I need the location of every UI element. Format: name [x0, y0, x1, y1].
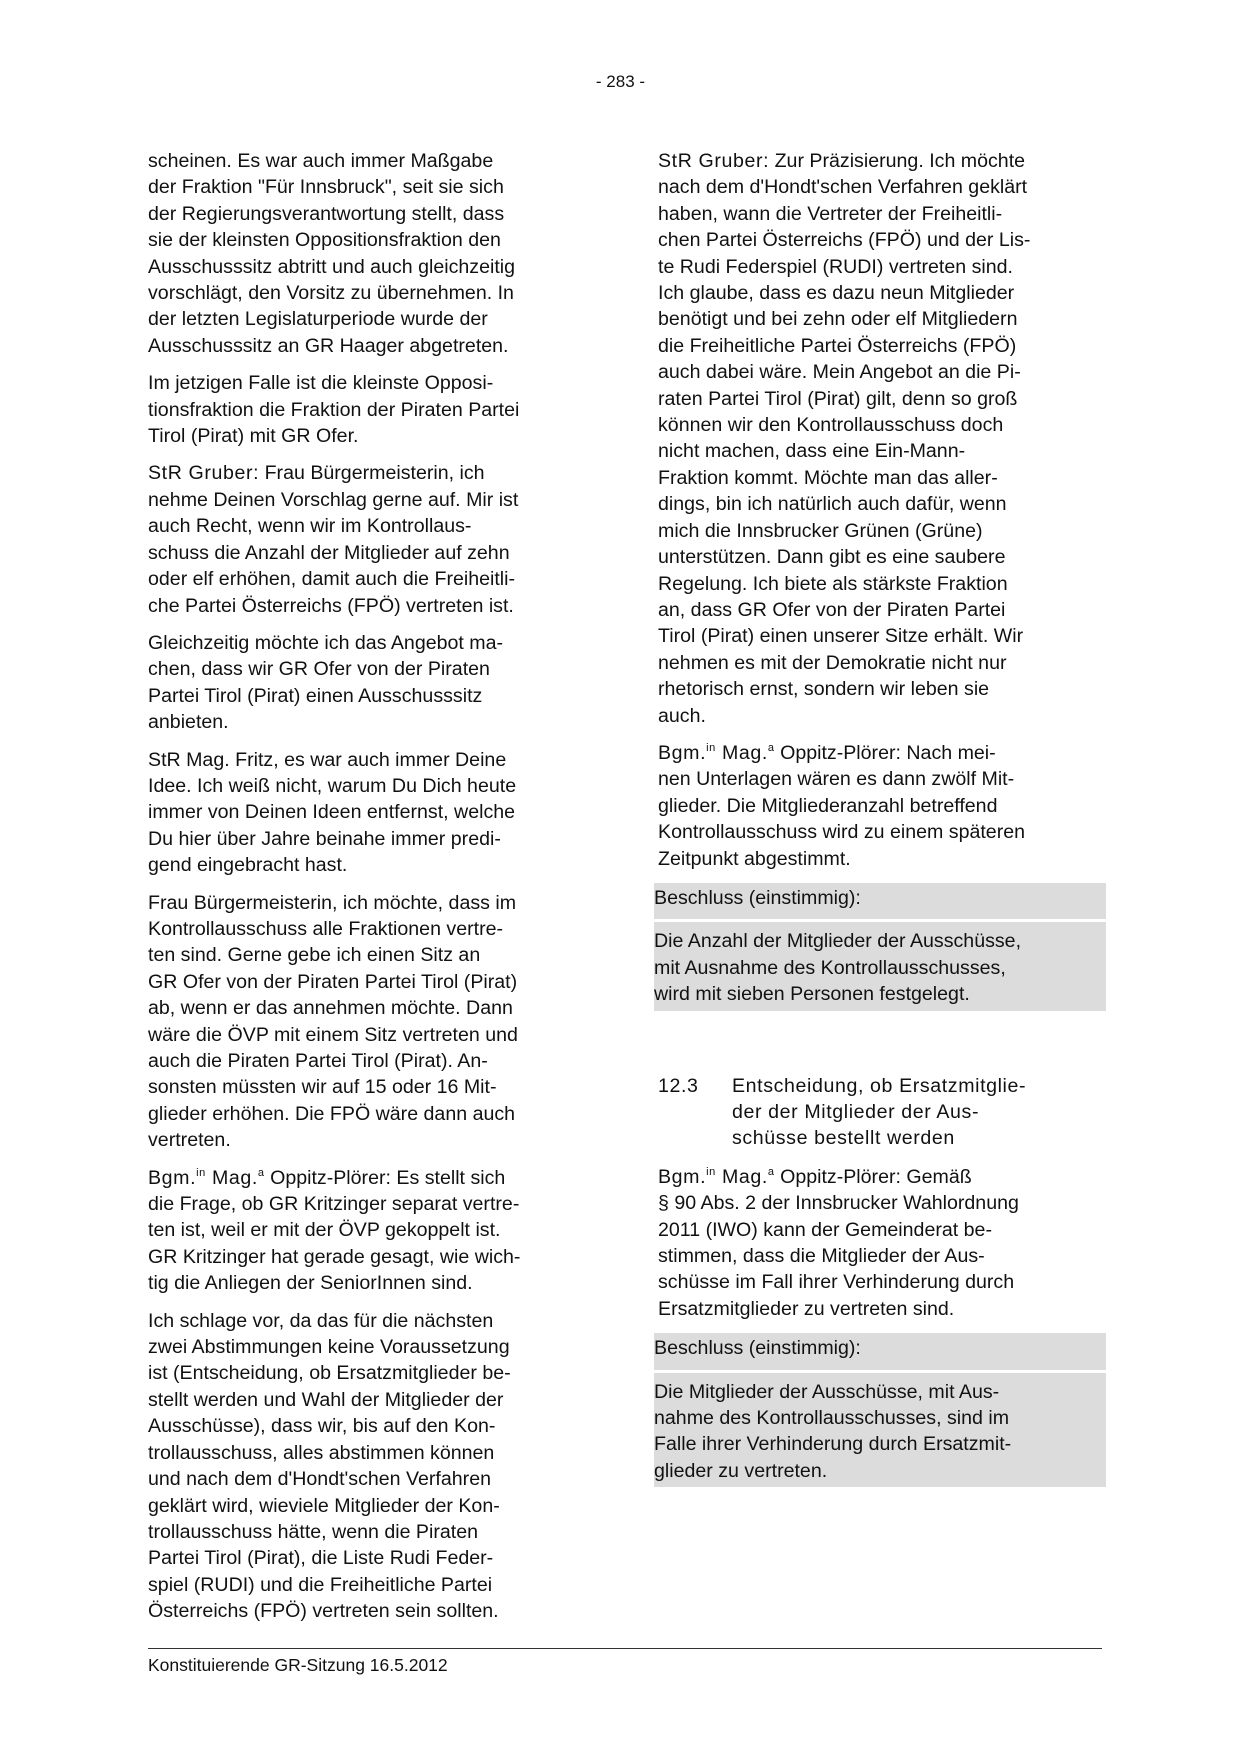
paragraph-fritz: StR Mag. Fritz, es war auch immer Deine Idee. Ich weiß nicht, warum Du Dich heute immer von Deinen Ideen entfernst, welche Du hier über Jahre beinahe immer predi- gend eingebracht hast.: [148, 748, 517, 877]
decision-text: Die Anzahl der Mitglieder der Ausschüsse, mit Ausnahme des Kontrollausschusses, wird mit sieben Personen festgelegt.: [654, 922, 1106, 1010]
paragraph-offer: Gleichzeitig möchte ich das Angebot ma- chen, dass wir GR Ofer von der Piraten Partei Tirol (Pirat) einen Ausschusssitz anbieten.: [148, 631, 504, 734]
decision-block-2: [654, 1333, 1102, 1487]
paragraph-mayor-substitutes: Bgm.$^{in}$ Mag.$^a$ Oppitz-Plörer: Gemäß § 90 Abs. 2 der Innsbrucker Wahlordnung 2011 (IWO) kann der Gemeinderat be- stimmen, dass die Mitglieder der Aus- schüsse im Fall ihrer Verhinderung durch Ersatzmitglieder zu vertreten sind.: [658, 1165, 1019, 1320]
paragraph-mayor-twelve-members: Bgm.$^{in}$ Mag.$^a$ Oppitz-Plörer: Nach mei- nen Unterlagen wären es dann zwölf Mit- glieder. Die Mitgliederanzahl betreffend Kontrollausschuss wird zu einem späteren Zeitpunkt abgestimmt.: [658, 741, 1026, 870]
decision-label: Beschluss (einstimmig):: [654, 1333, 1106, 1372]
decision-label: Beschluss (einstimmig):: [654, 883, 1106, 922]
decision-text: Die Mitglieder der Ausschüsse, mit Aus- nahme des Kontrollausschusses, sind im Falle ihrer Verhinderung durch Ersatzmit- glieder zu vertreten.: [654, 1373, 1106, 1488]
decision-block-1: [654, 883, 1102, 1011]
paragraph-control-committee: Frau Bürgermeisterin, ich möchte, dass im Kontrollausschuss alle Fraktionen vertre- ten sind. Gerne gebe ich einen Sitz an GR Ofer von der Piraten Partei Tirol (Pirat) ab, wenn er das annehmen möchte. Dann wäre die ÖVP mit einem Sitz vertreten und auch die Piraten Partei Tirol (Pirat). An- sonsten müssten wir auf 15 oder 16 Mit- glieder erhöhen. Die FPÖ wäre dann auch vertreten.: [148, 891, 518, 1152]
paragraph-gruber-statement: StR Gruber: Frau Bürgermeisterin, ich nehme Deinen Vorschlag gerne auf. Mir ist auch Recht, wenn wir im Kontrollaus- schuss die Anzahl der Mitglieder auf zehn oder elf erhöhen, damit auch die Freiheitli- che Partei Österreichs (FPÖ) vertreten ist.: [148, 462, 519, 617]
left-column: [148, 148, 588, 1636]
paragraph-continuation: scheinen. Es war auch immer Maßgabe der Fraktion "Für Innsbruck", seit sie sich der Regierungsverantwortung stellt, dass sie der kleinsten Oppositionsfraktion den Ausschusssitz abtritt und auch gleichzeitig vorschlägt, den Vorsitz zu übernehmen. In der letzten Legislaturperiode wurde der Ausschusssitz an GR Haager abgetreten.: [148, 150, 516, 357]
section-number: 12.3: [658, 1074, 699, 1097]
speaker-name: StR Gruber:: [148, 462, 260, 485]
paragraph-mayor-question: Bgm.$^{in}$ Mag.$^a$ Oppitz-Plörer: Es stellt sich die Frage, ob GR Kritzinger separat vertre- ten ist, weil er mit der ÖVP gekoppelt ist. GR Kritzinger hat gerade gesagt, wie wich- tig die Anliegen der SeniorInnen sind.: [148, 1166, 521, 1295]
footer-text: Konstituierende GR-Sitzung 16.5.2012: [148, 1655, 448, 1675]
speaker-name: StR Gruber:: [658, 150, 770, 172]
section-title: Entscheidung, ob Ersatzmitglie- der der Mitglieder der Aus- schüsse bestellt werden: [732, 1074, 1027, 1150]
speaker-name: Bgm.$^{in}$ Mag.$^a$: [658, 1165, 775, 1188]
speaker-name: Bgm.$^{in}$ Mag.$^a$: [658, 741, 775, 764]
paragraph-opposition: Im jetzigen Falle ist die kleinste Opposi- tionsfraktion die Fraktion der Piraten Partei Tirol (Pirat) mit GR Ofer.: [148, 372, 520, 448]
paragraph-proposal: Ich schlage vor, da das für die nächsten zwei Abstimmungen keine Voraussetzung ist (Entscheidung, ob Ersatzmitglieder be- stellt werden und Wahl der Mitglieder der Ausschüsse), dass wir, bis auf den Kon- trollausschuss, alles abstimmen können und nach dem d'Hondt'schen Verfahren geklärt wird, wieviele Mitglieder der Kon- trollausschuss hätte, wenn die Piraten Partei Tirol (Pirat), die Liste Rudi Feder- spiel (RUDI) und die Freiheitliche Partei Österreichs (FPÖ) vertreten sein sollten.: [148, 1309, 511, 1623]
right-column: [654, 148, 1102, 1499]
page-number: - 283 -: [595, 72, 646, 91]
speaker-name: Bgm.$^{in}$ Mag.$^a$: [148, 1166, 265, 1189]
footer-divider: [148, 1648, 1102, 1649]
section-heading: [658, 1073, 1102, 1152]
paragraph-gruber-precision: StR Gruber: Zur Präzisierung. Ich möchte nach dem d'Hondt'schen Verfahren geklärt haben, wann die Vertreter der Freiheitli- chen Partei Österreichs (FPÖ) und der Lis- te Rudi Federspiel (RUDI) vertreten sind. Ich glaube, dass es dazu neun Mitglieder benötigt und bei zehn oder elf Mitgliedern die Freiheitliche Partei Österreichs (FPÖ) auch dabei wäre. Mein Angebot an die Pi- raten Partei Tirol (Pirat) gilt, denn so groß können wir den Kontrollausschuss doch nicht machen, dass eine Ein-Mann- Fraktion kommt. Möchte man das aller- dings, bin ich natürlich auch dafür, wenn mich die Innsbrucker Grünen (Grüne) unterstützen. Dann gibt es eine saubere Regelung. Ich biete als stärkste Fraktion an, dass GR Ofer von der Piraten Partei Tirol (Pirat) einen unserer Sitze erhält. Wir nehmen es mit der Demokratie nicht nur rhetorisch ernst, sondern wir leben sie auch.: [658, 150, 1031, 727]
